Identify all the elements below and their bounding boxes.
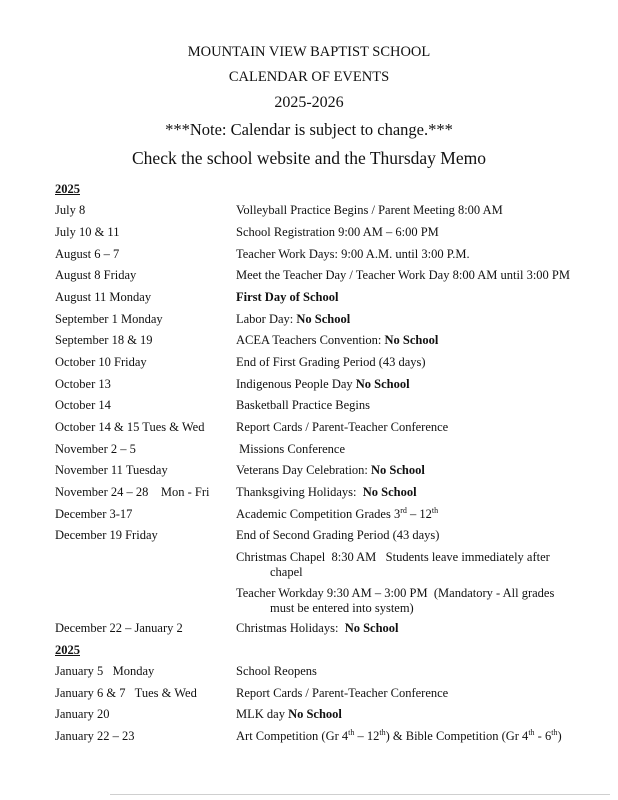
event-text-part: ) [557,729,562,743]
event-date: November 2 – 5 [55,442,136,456]
school-year: 2025-2026 [274,94,344,111]
event-text [236,586,576,616]
event-text-part: MLK day [236,707,289,721]
change-note: ***Note: Calendar is subject to change.*** [165,120,453,139]
event-date: July 8 [55,203,86,217]
event-text [236,707,576,722]
event-text-part: Labor Day: [236,312,297,326]
event-text: Basketball Practice Begins [236,398,370,412]
event-date: January 22 – 23 [55,729,135,743]
school-name: MOUNTAIN VIEW BAPTIST SCHOOL [187,44,431,60]
event-emphasis: No School [371,463,425,477]
event-text-part: Christmas Chapel 8:30 AM Students leave immediately after [236,550,550,564]
event-text [236,729,576,744]
event-date: September 18 & 19 [55,333,153,347]
event-emphasis: First Day of School [236,290,339,304]
event-emphasis: No School [355,377,410,391]
event-date: December 3-17 [55,507,133,521]
event-text [236,312,576,327]
event-date: July 10 & 11 [55,225,120,239]
event-text-part: Indigenous People Day [236,377,356,391]
event-emphasis: No School [288,707,342,721]
event-emphasis: No School [384,333,439,347]
event-emphasis: No School [296,312,351,326]
calendar-title: CALENDAR OF EVENTS [228,69,390,85]
event-date: August 6 – 7 [55,247,120,261]
event-text [236,621,576,636]
event-emphasis: No School [344,621,399,635]
event-text: School Registration 9:00 AM – 6:00 PM [236,225,439,239]
event-text-part: Christmas Holidays: [236,621,345,635]
ordinal-suffix: rd [400,505,407,515]
event-text-part: Thanksgiving Holidays: [236,485,363,499]
event-text: End of Second Grading Period (43 days) [236,528,440,542]
event-text [236,507,576,522]
event-date: December 19 Friday [55,528,158,542]
event-text-part: - 6 [534,729,552,743]
event-text-part: ) & Bible Competition (Gr 4 [385,729,529,743]
event-date: January 5 Monday [55,664,155,678]
event-date: October 13 [55,377,111,391]
ordinal-suffix: th [431,505,439,515]
event-emphasis: No School [362,485,417,499]
event-date: October 10 Friday [55,355,147,369]
event-text-continuation: must be entered into system) [270,601,414,615]
event-text-part: – 12 [406,507,432,521]
ordinal-suffix: th [379,727,386,737]
event-text: Missions Conference [236,442,346,456]
event-date: August 8 Friday [55,268,137,282]
event-text: End of First Grading Period (43 days) [236,355,426,369]
event-text [236,550,576,580]
event-date: November 11 Tuesday [55,463,168,477]
event-date: October 14 [55,398,111,412]
event-text-part: Academic Competition Grades 3 [236,507,401,521]
event-text-continuation: chapel [270,565,303,579]
ordinal-suffix: th [348,727,355,737]
section-heading-2025: 2025 [55,182,80,196]
event-date: December 22 – January 2 [55,621,183,635]
event-text [236,290,576,305]
event-date: August 11 Monday [55,290,152,304]
website-notice: Check the school website and the Thursday Memo [132,148,486,168]
event-date: September 1 Monday [55,312,163,326]
event-text-part: ACEA Teachers Convention: [236,333,385,347]
event-text [236,485,576,500]
event-date: November 24 – 28 Mon - Fri [55,485,210,499]
event-text [236,377,576,392]
event-text [236,463,576,478]
event-date: January 6 & 7 Tues & Wed [55,686,197,700]
event-date: October 14 & 15 Tues & Wed [55,420,205,434]
event-text: Volleyball Practice Begins / Parent Meeting 8:00 AM [236,203,503,217]
event-text [236,333,576,348]
ordinal-suffix: th [551,727,558,737]
event-text-part: – 12 [354,729,380,743]
ordinal-suffix: th [528,727,535,737]
page-bottom-rule [110,794,610,795]
event-text-part: Art Competition (Gr 4 [236,729,349,743]
event-text: Report Cards / Parent-Teacher Conference [236,686,449,700]
event-text-part: Teacher Workday 9:30 AM – 3:00 PM (Mandatory - All grades [236,586,555,600]
event-text: Report Cards / Parent-Teacher Conference [236,420,449,434]
event-text: School Reopens [236,664,317,678]
event-text-part: Veterans Day Celebration: [236,463,372,477]
event-text: Meet the Teacher Day / Teacher Work Day 8:00 AM until 3:00 PM [236,268,570,282]
event-date: January 20 [55,707,110,721]
event-text: Teacher Work Days: 9:00 A.M. until 3:00 P.M. [236,247,470,261]
section-heading-2025-second: 2025 [55,643,80,657]
